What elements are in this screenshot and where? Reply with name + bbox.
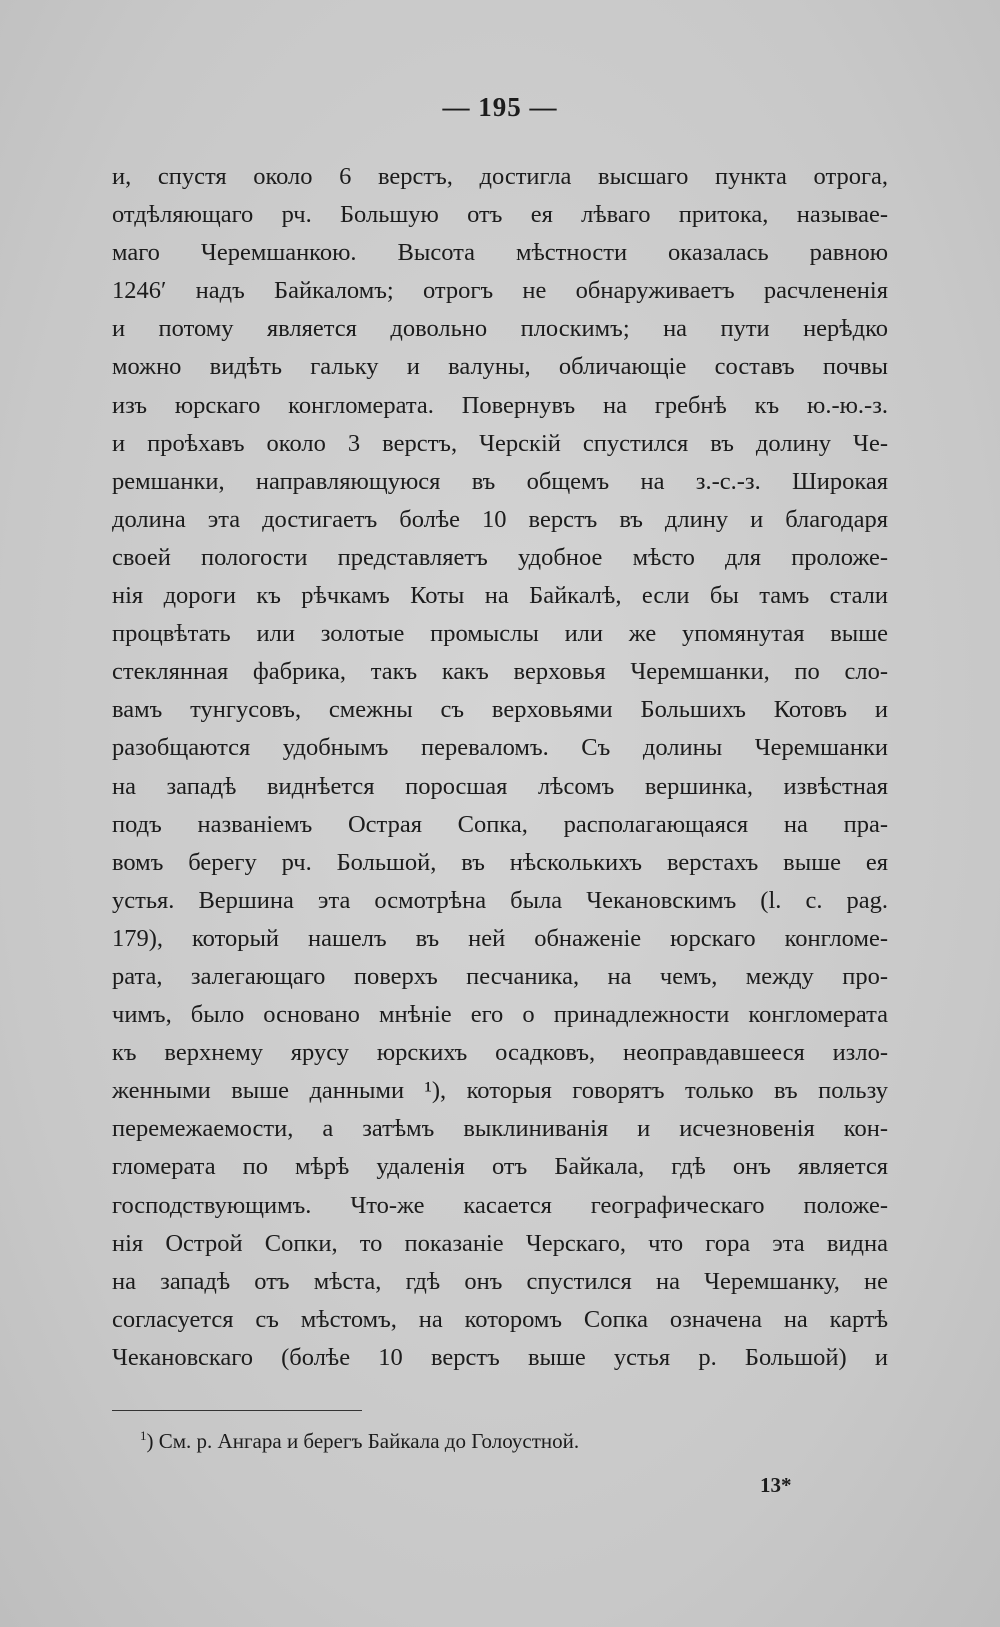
footnote-marker: 1 (140, 1428, 147, 1443)
text-line: Чекановскаго (болѣе 10 верстъ выше устья р. Большой) и (112, 1343, 888, 1371)
text-line: чимъ, было основано мнѣніе его о принадлежности конгломерата (112, 1001, 888, 1029)
text-line: и, спустя около 6 верстъ, достигла высшаго пункта отрога, (112, 163, 888, 190)
text-line: маго Черемшанкою. Высота мѣстности оказалась равною (112, 239, 888, 267)
footnote-divider (112, 1410, 362, 1411)
text-line: нія Острой Сопки, то показаніе Черскаго, что гора эта видна (112, 1229, 888, 1257)
text-line: на западѣ отъ мѣста, гдѣ онъ спустился на Черемшанку, не (112, 1267, 888, 1295)
text-line: стеклянная фабрика, такъ какъ верховья Черемшанки, по сло- (112, 658, 888, 686)
text-line: ремшанки, направляющуюся въ общемъ на з.-с.-з. Широкая (112, 467, 888, 495)
text-line: перемежаемости, а затѣмъ выклиниванія и исчезновенія кон- (112, 1115, 888, 1143)
text-line: 1246′ надъ Байкаломъ; отрогъ не обнаруживаетъ расчлененія (112, 277, 888, 305)
text-line: процвѣтать или золотые промыслы или же упомянутая выше (112, 620, 888, 648)
text-line: разобщаются удобнымъ переваломъ. Съ долины Черемшанки (112, 734, 888, 762)
text-line: можно видѣть гальку и валуны, обличающіе составъ почвы (112, 353, 888, 381)
footnote (140, 1428, 579, 1454)
text-line: вомъ берегу рч. Большой, въ нѣсколькихъ верстахъ выше ея (112, 848, 888, 876)
text-line: къ верхнему ярусу юрскихъ осадковъ, неоправдавшееся изло- (112, 1039, 888, 1067)
text-line: нія дороги къ рѣчкамъ Коты на Байкалѣ, если бы тамъ стали (112, 582, 888, 610)
text-line: долина эта достигаетъ болѣе 10 верстъ въ длину и благодаря (112, 505, 888, 533)
text-line: подъ названіемъ Острая Сопка, располагающаяся на пра- (112, 810, 888, 838)
footnote-text: ) См. р. Ангара и берегъ Байкала до Голоустной. (146, 1429, 580, 1453)
text-line: вамъ тунгусовъ, смежны съ верховьями Большихъ Котовъ и (112, 696, 888, 724)
text-line: господствующимъ. Что-же касается географическаго положе- (112, 1191, 888, 1219)
text-line: рата, залегающаго поверхъ песчаника, на чемъ, между про- (112, 962, 888, 990)
text-line: на западѣ виднѣется поросшая лѣсомъ вершинка, извѣстная (112, 772, 888, 800)
page-number: — 195 — (442, 92, 558, 122)
signature-mark: 13* (760, 1473, 792, 1497)
body-text (112, 158, 888, 1377)
text-line: своей пологости представляетъ удобное мѣсто для проложе- (112, 543, 888, 571)
text-line: и потому является довольно плоскимъ; на пути нерѣдко (112, 315, 888, 343)
text-line: 179), который нашелъ въ ней обнаженіе юрскаго конгломе- (112, 924, 888, 952)
text-line: и проѣхавъ около 3 верстъ, Черскій спустился въ долину Че- (112, 429, 888, 457)
text-line: гломерата по мѣрѣ удаленія отъ Байкала, гдѣ онъ является (112, 1153, 888, 1181)
text-line: отдѣляющаго рч. Большую отъ ея лѣваго притока, называе- (112, 201, 888, 229)
text-line: изъ юрскаго конгломерата. Повернувъ на гребнѣ къ ю.-ю.-з. (112, 391, 888, 419)
text-line: женными выше данными ¹), которыя говорятъ только въ пользу (112, 1077, 888, 1105)
text-line: согласуется съ мѣстомъ, на которомъ Сопка означена на картѣ (112, 1305, 888, 1333)
text-line: устья. Вершина эта осмотрѣна была Чекановскимъ (l. c. pag. (112, 886, 888, 914)
